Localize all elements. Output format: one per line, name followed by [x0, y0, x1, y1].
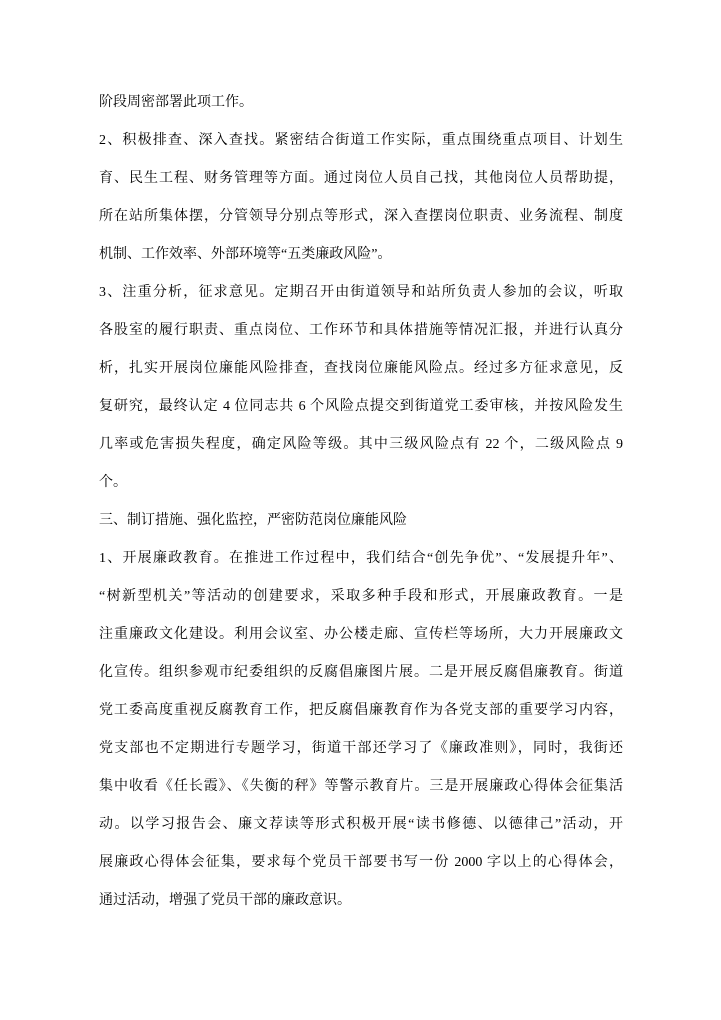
document-line: 化宣传。组织参观市纪委组织的反腐倡廉图片展。二是开展反腐倡廉教育。街道: [99, 665, 623, 680]
document-line: 集中收看《任长霞》、《失衡的秤》等警示教育片。三是开展廉政心得体会征集活: [99, 779, 623, 794]
document-line: 党工委高度重视反腐教育工作，把反腐倡廉教育作为各党支部的重要学习内容，: [99, 703, 623, 718]
document-line: “树新型机关”等活动的创建要求，采取多种手段和形式，开展廉政教育。一是: [99, 589, 623, 604]
document-line: 注重廉政文化建设。利用会议室、办公楼走廊、宣传栏等场所，大力开展廉政文: [99, 627, 623, 642]
document-line: 阶段周密部署此项工作。: [99, 95, 253, 110]
document-line: 析，扎实开展岗位廉能风险排查，查找岗位廉能风险点。经过多方征求意见，反: [99, 361, 623, 376]
section-heading-line: 三、制订措施、强化监控，严密防范岗位廉能风险: [99, 513, 407, 528]
document-line: 个。: [99, 475, 127, 490]
document-line: 通过活动，增强了党员干部的廉政意识。: [99, 893, 351, 908]
document-content: [99, 84, 623, 920]
document-line: 1、开展廉政教育。在推进工作过程中，我们结合“创先争优”、“发展提升年”、: [99, 551, 623, 566]
document-line: 3、注重分析，征求意见。定期召开由街道领导和站所负责人参加的会议，听取: [99, 285, 623, 300]
document-line: 育、民生工程、财务管理等方面。通过岗位人员自己找，其他岗位人员帮助提，: [99, 171, 623, 186]
document-line: 几率或危害损失程度，确定风险等级。其中三级风险点有 22 个，二级风险点 9: [99, 437, 623, 452]
document-line: 各股室的履行职责、重点岗位、工作环节和具体措施等情况汇报，并进行认真分: [99, 323, 623, 338]
document-line: 机制、工作效率、外部环境等“五类廉政风险”。: [99, 247, 392, 262]
document-line: 动。以学习报告会、廉文荐读等形式积极开展“读书修德、以德律己”活动，开: [99, 817, 623, 832]
document-line: 所在站所集体摆，分管领导分别点等形式，深入查摆岗位职责、业务流程、制度: [99, 209, 623, 224]
document-line: 复研究，最终认定 4 位同志共 6 个风险点提交到街道党工委审核，并按风险发生: [99, 399, 623, 414]
document-line: 展廉政心得体会征集，要求每个党员干部要书写一份 2000 字以上的心得体会，: [99, 855, 623, 870]
document-line: 2、积极排查、深入查找。紧密结合街道工作实际，重点围绕重点项目、计划生: [99, 133, 623, 148]
document-line: 党支部也不定期进行专题学习，街道干部还学习了《廉政准则》，同时，我街还: [99, 741, 623, 756]
